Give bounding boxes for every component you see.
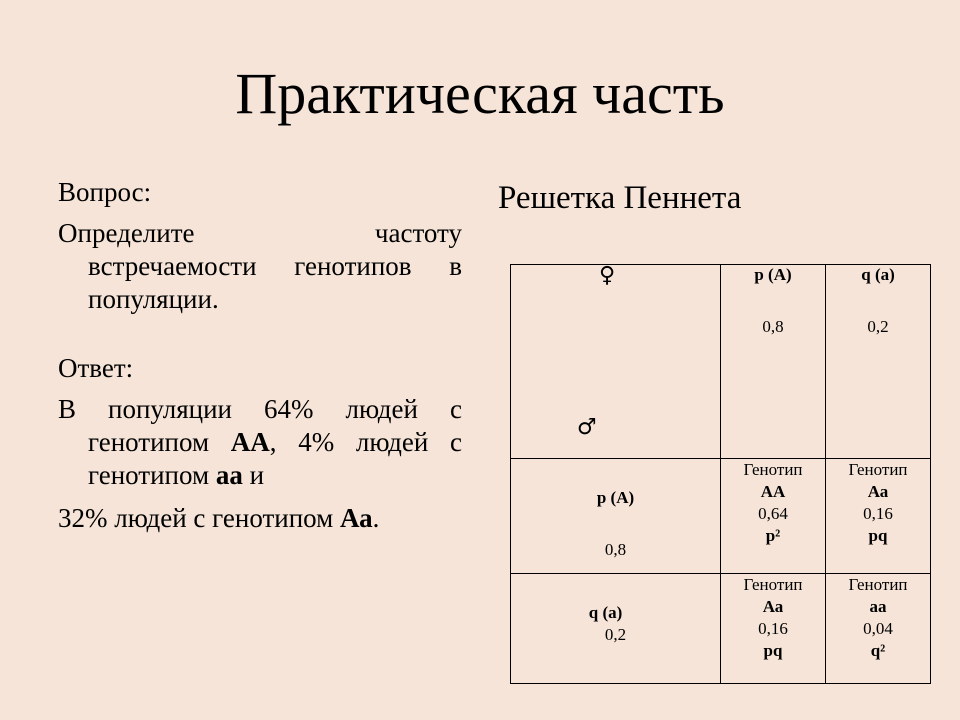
genotype-word: Генотип xyxy=(848,575,908,594)
col-header-value: 0,8 xyxy=(762,317,784,336)
answer-text-2-part: 32% людей с генотипом xyxy=(58,503,340,533)
punnett-title: Решетка Пеннета xyxy=(498,180,742,216)
cell-Aa-bottom xyxy=(721,574,826,684)
cell-AA xyxy=(721,459,826,574)
genotype-aa: аа xyxy=(215,460,243,490)
female-symbol-icon: ♀ xyxy=(599,263,616,288)
answer-text-1 xyxy=(58,393,462,492)
genotype-frequency: 0,04 xyxy=(863,619,893,638)
col-header-label: q (a) xyxy=(861,265,895,284)
genotype-value: Аа xyxy=(867,482,889,501)
genotype-value: Аа xyxy=(762,597,784,616)
row-header-pA xyxy=(511,459,721,574)
genotype-formula: р² xyxy=(765,526,781,545)
genotype-frequency: 0,16 xyxy=(758,619,788,638)
genotype-word: Генотип xyxy=(743,460,803,479)
row-header-label: q (a) xyxy=(588,603,623,622)
answer-text-2 xyxy=(58,502,462,535)
answer-text-1-mid: , 4% людей с генотипом xyxy=(88,427,462,490)
left-column xyxy=(58,176,462,535)
answer-text-1-end: и xyxy=(242,460,265,490)
genotype-word: Генотип xyxy=(848,460,908,479)
col-header-label: р (А) xyxy=(754,265,792,284)
row-header-value: 0,2 xyxy=(604,625,627,644)
cell-aa xyxy=(826,574,931,684)
row-header-qa xyxy=(511,574,721,684)
slide-title: Практическая часть xyxy=(235,61,725,126)
genotype-formula: pq xyxy=(868,526,888,545)
genotype-Aa: Аа xyxy=(339,503,373,533)
cell-Aa-top xyxy=(826,459,931,574)
row-header-value: 0,8 xyxy=(604,540,627,559)
answer-text-2-end: . xyxy=(372,503,380,533)
answer-label: Ответ: xyxy=(58,353,134,383)
genotype-frequency: 0,16 xyxy=(863,504,893,523)
genotype-AA: АА xyxy=(230,427,270,457)
genotype-formula: pq xyxy=(763,641,783,660)
row-header-label: р (А) xyxy=(596,488,635,507)
col-header-pA xyxy=(721,265,826,459)
punnett-square xyxy=(510,264,931,684)
genotype-frequency: 0,64 xyxy=(758,504,788,523)
question-label: Вопрос: xyxy=(58,177,152,207)
answer-text-1-part: В популяции 64% людей с генотипом xyxy=(58,394,462,457)
col-header-value: 0,2 xyxy=(867,317,889,336)
corner-cell xyxy=(511,265,721,459)
question-text: Определите частоту встречаемости генотипов в популяции. xyxy=(58,218,462,314)
male-symbol-icon: ♂ xyxy=(577,415,597,440)
genotype-value: аа xyxy=(869,597,887,616)
col-header-qa xyxy=(826,265,931,459)
genotype-formula: q² xyxy=(870,641,886,660)
genotype-value: АА xyxy=(760,482,786,501)
genotype-word: Генотип xyxy=(743,575,803,594)
